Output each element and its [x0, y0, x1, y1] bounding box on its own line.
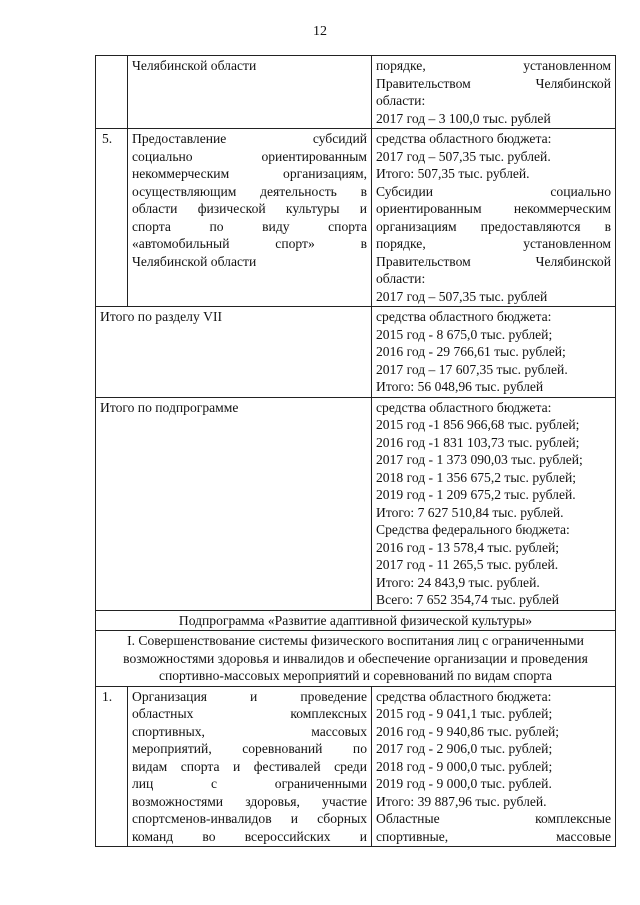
section-title-cell — [96, 631, 616, 687]
funding-line: Правительством Челябинской — [376, 75, 611, 91]
funding-line: Областные комплексные — [376, 811, 611, 826]
total-label-cell — [96, 307, 372, 398]
funding-line: области: — [376, 93, 426, 108]
program-table — [95, 55, 616, 847]
funding-line: 2015 год -1 856 966,68 тыс. рублей; — [376, 417, 580, 432]
activity-line: Предоставление субсидий — [132, 131, 367, 146]
funding-line: области: — [376, 271, 426, 286]
activity-line: спорта по виду спорта — [132, 218, 367, 234]
funding-line: 2017 год - 2 906,0 тыс. рублей; — [376, 741, 553, 756]
funding-line: 2018 год - 9 000,0 тыс. рублей; — [376, 758, 553, 774]
funding-line: 2016 год - 9 940,86 тыс. рублей; — [376, 723, 560, 739]
funding-line: 2019 год - 1 209 675,2 тыс. рублей. — [376, 487, 576, 502]
funding-line: Правительством Челябинской — [376, 253, 611, 269]
activity-line: видам спорта и фестивалей среди — [132, 758, 367, 774]
activity-line: Челябинской области — [132, 253, 257, 269]
funding-line: 2015 год - 9 041,1 тыс. рублей; — [376, 706, 553, 721]
funding-line: порядке, установленном — [376, 236, 611, 251]
funding-line: 2016 год - 29 766,61 тыс. рублей; — [376, 344, 566, 359]
table-row — [96, 307, 616, 398]
page-number: 12 — [313, 24, 327, 39]
row-number-cell: 5. — [96, 129, 128, 307]
subprogram-title: Подпрограмма «Развитие адаптивной физической культуры» — [178, 612, 533, 628]
activity-line: осуществляющим деятельность в — [132, 183, 367, 199]
table-row — [96, 129, 616, 307]
funding-line: 2017 год – 17 607,35 тыс. рублей. — [376, 361, 568, 377]
funding-line: 2017 год – 507,35 тыс. рублей. — [376, 148, 551, 164]
funding-cell — [372, 56, 616, 129]
table-row — [96, 397, 616, 610]
funding-line: порядке, установленном — [376, 58, 611, 73]
funding-line: 2019 год - 9 000,0 тыс. рублей. — [376, 776, 552, 791]
funding-cell — [372, 686, 616, 847]
activity-cell — [128, 686, 372, 847]
funding-line: средства областного бюджета: — [376, 309, 552, 324]
funding-line: ориентированным некоммерческим — [376, 201, 611, 216]
funding-cell — [372, 397, 616, 610]
activity-line: Челябинской области — [132, 58, 257, 73]
funding-cell — [372, 129, 616, 307]
activity-line: областных комплексных — [132, 706, 367, 721]
funding-line: 2016 год -1 831 103,73 тыс. рублей; — [376, 434, 580, 450]
funding-line: 2017 год - 1 373 090,03 тыс. рублей; — [376, 452, 583, 467]
activity-line: Организация и проведение — [132, 688, 367, 704]
funding-line: Итого: 507,35 тыс. рублей. — [376, 166, 530, 181]
funding-line: Субсидии социально — [376, 183, 611, 199]
activity-line: лиц с ограниченными — [132, 776, 367, 791]
funding-line: 2017 год - 11 265,5 тыс. рублей. — [376, 557, 559, 572]
table-row — [96, 56, 616, 129]
activity-line: социально ориентированным — [132, 148, 367, 164]
total-label: Итого по подпрограмме — [100, 399, 239, 415]
table-row — [96, 631, 616, 687]
funding-line: Итого: 39 887,96 тыс. рублей. — [376, 793, 547, 809]
activity-line: «автомобильный спорт» в — [132, 236, 367, 251]
table-row — [96, 686, 616, 847]
funding-line: Итого: 24 843,9 тыс. рублей. — [376, 574, 540, 590]
row-number-cell: 1. — [96, 686, 128, 847]
activity-line: мероприятий, соревнований по — [132, 741, 367, 756]
funding-line: 2017 год – 3 100,0 тыс. рублей — [376, 110, 551, 126]
funding-line: 2015 год - 8 675,0 тыс. рублей; — [376, 326, 553, 342]
funding-line: средства областного бюджета: — [376, 131, 552, 146]
funding-line: средства областного бюджета: — [376, 399, 552, 415]
funding-cell — [372, 307, 616, 398]
subprogram-title-cell — [96, 610, 616, 631]
funding-line: 2018 год - 1 356 675,2 тыс. рублей; — [376, 469, 577, 485]
funding-line: Итого: 56 048,96 тыс. рублей — [376, 379, 544, 394]
funding-line: средства областного бюджета: — [376, 688, 552, 704]
funding-line: Всего: 7 652 354,74 тыс. рублей — [376, 592, 560, 607]
activity-cell — [128, 56, 372, 129]
section-title: I. Совершенствование системы физического воспитания лиц с ограниченными возможностями здоровья и инвалидов и обеспечение организации и проведения спортивно-массовых мероприятий и соревнований по видам спорта — [123, 633, 588, 683]
total-label: Итого по разделу VII — [100, 309, 223, 324]
activity-cell — [128, 129, 372, 307]
funding-line: 2017 год – 507,35 тыс. рублей — [376, 288, 548, 304]
activity-line: спортсменов-инвалидов и сборных — [132, 811, 367, 826]
activity-line: некоммерческим организациям, — [132, 166, 367, 181]
total-label-cell — [96, 397, 372, 610]
funding-line: Итого: 7 627 510,84 тыс. рублей. — [376, 504, 564, 520]
funding-line: Средства федерального бюджета: — [376, 522, 570, 537]
row-number-cell — [96, 56, 128, 129]
table-row — [96, 610, 616, 631]
funding-line: 2016 год - 13 578,4 тыс. рублей; — [376, 539, 560, 555]
activity-line: команд во всероссийских и — [132, 828, 367, 844]
activity-line: спортивных, массовых — [132, 723, 367, 739]
activity-line: области физической культуры и — [132, 201, 367, 216]
funding-line: организациям предоставляются в — [376, 218, 611, 234]
funding-line: спортивные, массовые — [376, 828, 611, 844]
activity-line: возможностями здоровья, участие — [132, 793, 367, 809]
